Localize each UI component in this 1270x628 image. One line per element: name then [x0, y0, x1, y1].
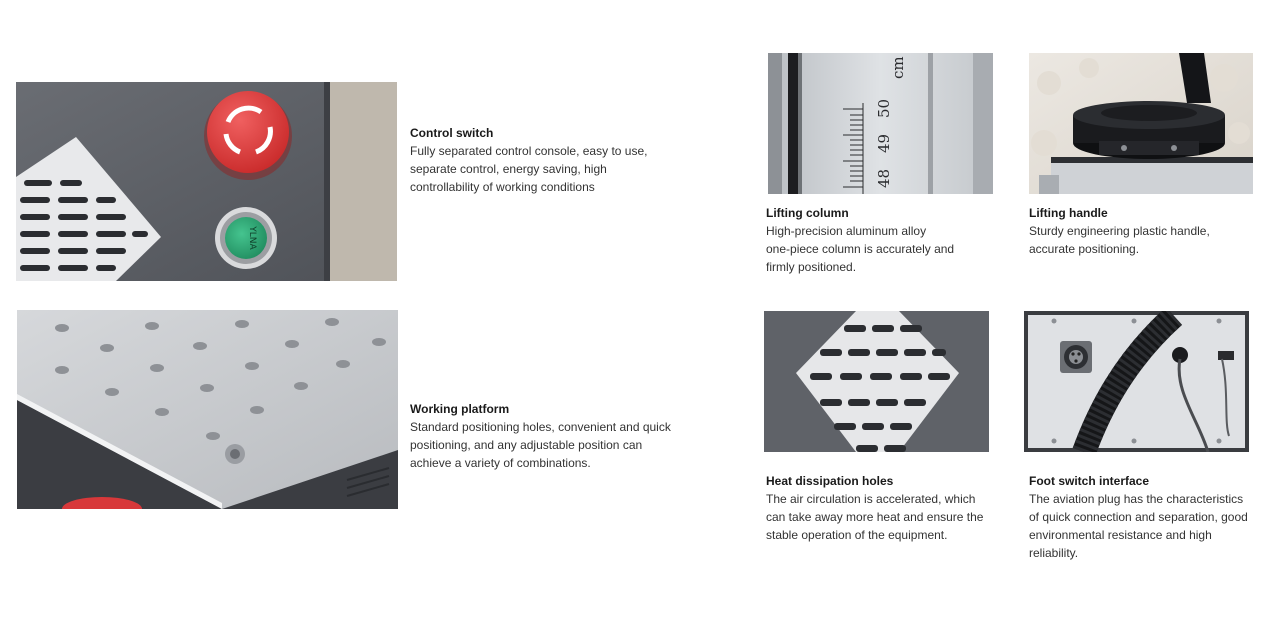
scale-label-49: 49 [875, 133, 893, 153]
working-platform-photo [17, 310, 398, 509]
scale-label-50: 50 [875, 98, 893, 118]
working-platform-line-1: Standard positioning holes, convenient and quick [410, 420, 671, 434]
working-platform-line-3: achieve a variety of combinations. [410, 456, 591, 470]
control-switch-line-2: separate control, energy saving, high [410, 162, 607, 176]
foot-switch-line-3: environmental resistance and high [1029, 528, 1212, 542]
foot-switch-line-4: reliability. [1029, 546, 1079, 560]
heat-dissipation-photo [764, 311, 989, 452]
control-switch-caption [410, 124, 700, 196]
start-button-text: YLNA [247, 226, 257, 250]
control-switch-title: Control switch [410, 126, 494, 140]
foot-switch-photo [1024, 311, 1249, 452]
scale-unit: cm [889, 56, 907, 79]
control-switch-photo [16, 82, 397, 281]
lifting-handle-caption [1029, 204, 1259, 258]
control-switch-line-3: controllability of working conditions [410, 180, 595, 194]
scale-label-48: 48 [875, 168, 893, 188]
lifting-column-photo [768, 53, 993, 194]
lifting-handle-line-1: Sturdy engineering plastic handle, [1029, 224, 1210, 238]
heat-dissipation-line-2: can take away more heat and ensure the [766, 510, 984, 524]
heat-dissipation-line-3: stable operation of the equipment. [766, 528, 948, 542]
heat-dissipation-line-1: The air circulation is accelerated, which [766, 492, 976, 506]
foot-switch-line-2: of quick connection and separation, good [1029, 510, 1248, 524]
lifting-handle-line-2: accurate positioning. [1029, 242, 1140, 256]
lifting-handle-title: Lifting handle [1029, 206, 1108, 220]
working-platform-title: Working platform [410, 402, 510, 416]
lifting-column-line-1: High-precision aluminum alloy [766, 224, 927, 238]
working-platform-caption [410, 400, 700, 472]
heat-dissipation-title: Heat dissipation holes [766, 474, 894, 488]
foot-switch-title: Foot switch interface [1029, 474, 1150, 488]
lifting-handle-photo [1029, 53, 1253, 194]
lifting-column-line-3: firmly positioned. [766, 260, 857, 274]
lifting-column-title: Lifting column [766, 206, 849, 220]
working-platform-line-2: positioning, and any adjustable position can [410, 438, 643, 452]
lifting-column-line-2: one-piece column is accurately and [766, 242, 955, 256]
foot-switch-caption [1029, 472, 1269, 562]
heat-dissipation-caption [766, 472, 1006, 544]
foot-switch-line-1: The aviation plug has the characteristics [1029, 492, 1244, 506]
control-switch-line-1: Fully separated control console, easy to use, [410, 144, 648, 158]
lifting-column-caption [766, 204, 1006, 276]
